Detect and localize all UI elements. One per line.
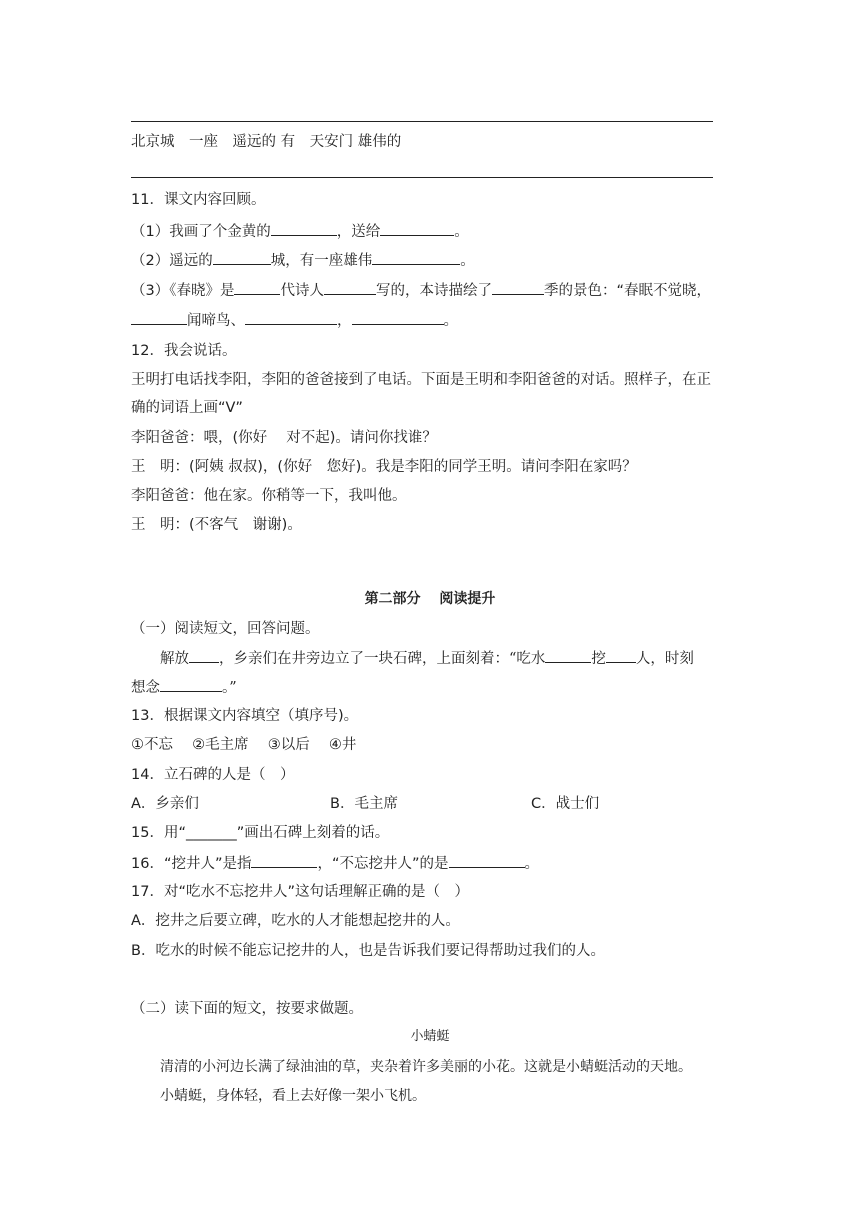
part2-heading: 第二部分 阅读提升 (364, 591, 496, 607)
fill-blank[interactable] (251, 853, 317, 868)
q17-title: 17．对“吃水不忘挖井人”这句话理解正确的是（ ） (131, 884, 469, 900)
passage-line-1: 解放 ，乡亲们在井旁边立了一块石碑，上面刻着：“吃水 挖 人，时刻 (160, 648, 694, 669)
fill-blank[interactable] (380, 221, 454, 236)
q12-dialog-1: 李阳爸爸：喂，(你好 对不起)。请问你找谁？ (131, 430, 437, 446)
fill-blank[interactable] (131, 310, 187, 325)
fill-blank[interactable] (213, 250, 271, 265)
q11-item-3: （3）《春晓》是 代诗人 写的，本诗描绘了 季的景色：“春眠不觉晓， (131, 280, 711, 301)
fill-blank[interactable] (545, 648, 591, 663)
fill-blank[interactable] (234, 280, 280, 295)
q17-option-a[interactable]: A．挖井之后要立碑，吃水的人才能想起挖井的人。 (131, 913, 460, 929)
fill-blank[interactable] (606, 648, 636, 663)
q14-option-c[interactable]: C．战士们 (531, 796, 600, 812)
answer-line (131, 121, 713, 122)
answer-line (131, 177, 713, 178)
q14-option-b[interactable]: B．毛主席 (330, 796, 398, 812)
q12-intro-2: 确的词语上画“V” (131, 400, 243, 416)
story-line-1: 清清的小河边长满了绿油油的草，夹杂着许多美丽的小花。这就是小蜻蜓活动的天地。 (160, 1059, 692, 1075)
q14-option-a[interactable]: A．乡亲们 (131, 796, 199, 812)
q16-line: 16．“挖井人”是指 ，“不忘挖井人”的是 。 (131, 853, 539, 874)
q12-dialog-4: 王 明：(不客气 谢谢)。 (131, 517, 302, 533)
section-1-title: （一）阅读短文，回答问题。 (131, 621, 320, 637)
fill-blank[interactable] (449, 853, 525, 868)
fill-blank[interactable] (372, 250, 460, 265)
q12-dialog-3: 李阳爸爸：他在家。你稍等一下，我叫他。 (131, 488, 407, 504)
q11-item-2: （2）遥远的 城，有一座雄伟 。 (131, 250, 475, 271)
fill-blank[interactable] (189, 648, 219, 663)
story-title: 小蜻蜓 (410, 1029, 450, 1044)
fill-blank[interactable] (492, 280, 544, 295)
fill-blank[interactable] (271, 221, 337, 236)
q17-option-b[interactable]: B．吃水的时候不能忘记挖井的人，也是告诉我们要记得帮助过我们的人。 (131, 943, 605, 959)
fill-blank[interactable] (324, 280, 376, 295)
q11-title: 11．课文内容回顾。 (131, 192, 266, 208)
q12-intro-1: 王明打电话找李阳，李阳的爸爸接到了电话。下面是王明和李阳爸爸的对话。照样子，在正 (131, 372, 711, 388)
fill-blank[interactable] (245, 310, 337, 325)
q13-title: 13．根据课文内容填空（填序号)。 (131, 708, 359, 724)
fill-blank[interactable] (160, 677, 222, 692)
passage-line-2: 想念 。” (131, 677, 237, 698)
q15-line: 15．用“_______”画出石碑上刻着的话。 (131, 825, 390, 841)
q12-dialog-2: 王 明：(阿姨 叔叔)，(你好 您好)。我是李阳的同学王明。请问李阳在家吗？ (131, 459, 637, 475)
q11-item-1: （1）我画了个金黄的 ，送给 。 (131, 221, 469, 242)
q11-item-3-cont: 闻啼鸟、 ， 。 (131, 310, 458, 331)
word-list: 北京城 一座 遥远的 有 天安门 雄伟的 (131, 134, 402, 150)
q13-options: ①不忘 ②毛主席 ③以后 ④井 (131, 737, 357, 753)
story-line-2: 小蜻蜓，身体轻，看上去好像一架小飞机。 (160, 1088, 426, 1104)
fill-blank[interactable] (352, 310, 444, 325)
q14-title: 14．立石碑的人是（ ） (131, 767, 295, 783)
q12-title: 12．我会说话。 (131, 343, 237, 359)
section-2-title: （二）读下面的短文，按要求做题。 (131, 1001, 363, 1017)
